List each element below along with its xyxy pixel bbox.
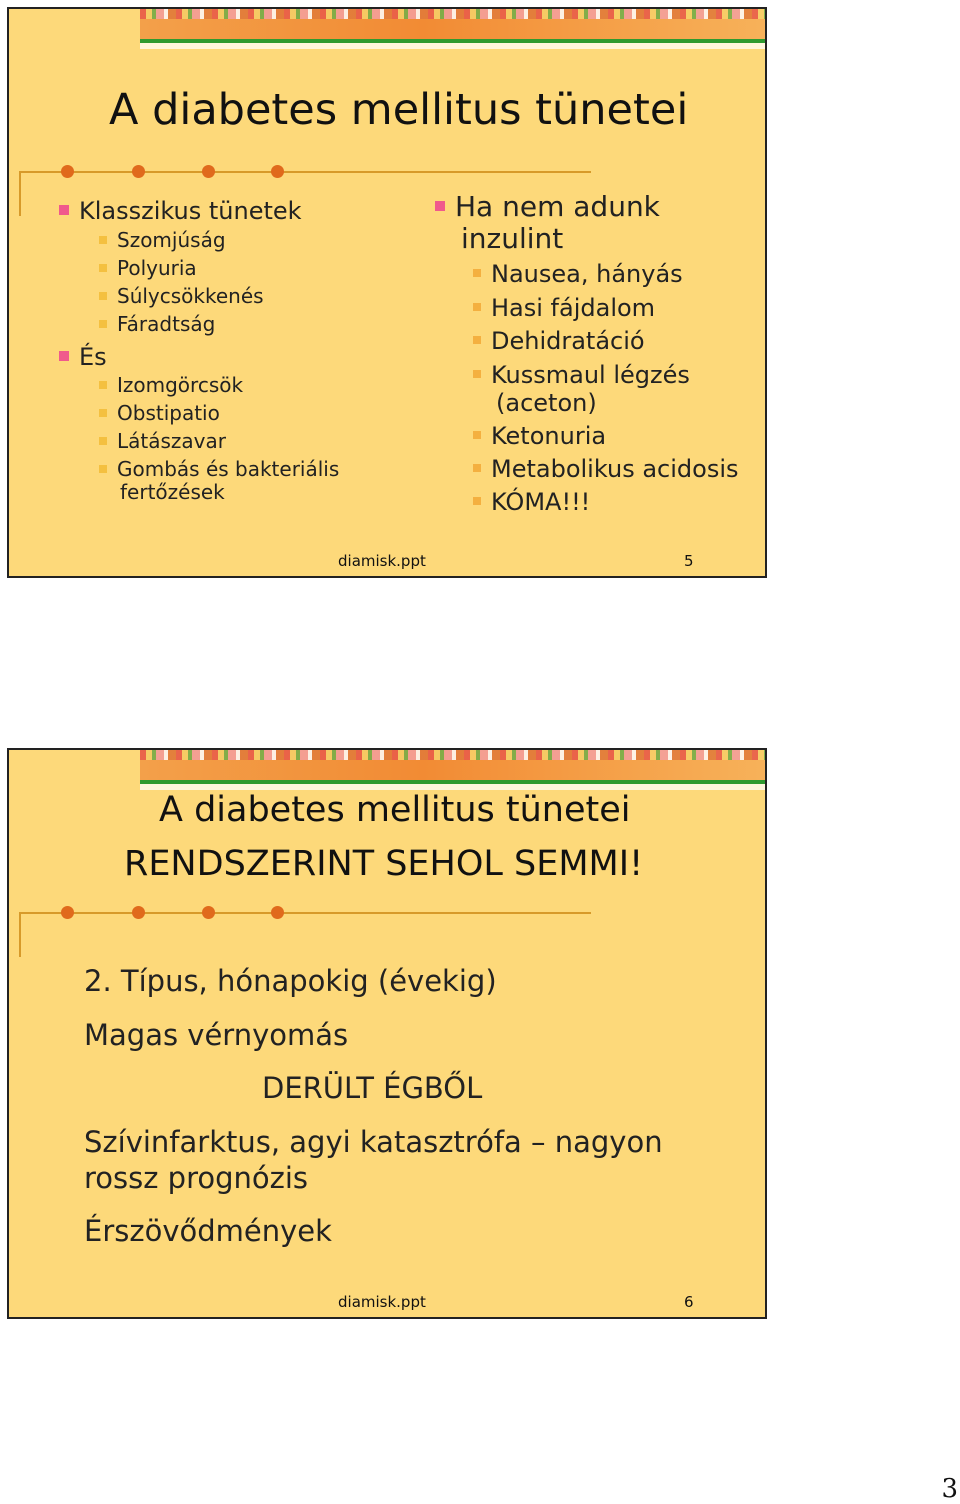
separator-dot xyxy=(202,165,215,178)
bullet-square-icon xyxy=(473,497,481,505)
bullet-square-icon xyxy=(473,269,481,277)
footer-slide-number: 6 xyxy=(684,1293,694,1311)
sub-bullet-item: Polyuria xyxy=(99,258,197,278)
separator-dot xyxy=(271,906,284,919)
sub-bullet-item: Dehidratáció xyxy=(473,329,645,353)
bullet-square-icon xyxy=(59,205,69,215)
bullet-square-icon xyxy=(99,264,107,272)
sub-bullet-item: Súlycsökkenés xyxy=(99,286,264,306)
separator-dot xyxy=(271,165,284,178)
page-number: 3 xyxy=(941,1474,958,1504)
bullet-square-icon xyxy=(99,437,107,445)
bullet-square-icon xyxy=(473,336,481,344)
sub-bullet-item: Nausea, hányás xyxy=(473,262,683,286)
separator-vertical xyxy=(19,171,21,216)
body-line: rossz prognózis xyxy=(84,1161,309,1195)
sub-bullet-item: KÓMA!!! xyxy=(473,490,590,514)
body-line: DERÜLT ÉGBŐL xyxy=(262,1071,483,1105)
bullet-square-icon xyxy=(99,320,107,328)
body-line: Érszövődmények xyxy=(84,1214,332,1248)
slide-6 xyxy=(7,748,767,1319)
slide-subtitle: RENDSZERINT SEHOL SEMMI! xyxy=(124,844,644,884)
separator-dot xyxy=(132,165,145,178)
bullet-continuation: inzulint xyxy=(461,222,564,255)
bullet-square-icon xyxy=(99,409,107,417)
slide-5 xyxy=(7,7,767,578)
sub-bullet-item: Látászavar xyxy=(99,431,226,451)
sub-bullet-item: Izomgörcsök xyxy=(99,375,243,395)
bullet-square-icon xyxy=(473,303,481,311)
sub-bullet-continuation: fertőzések xyxy=(120,480,225,504)
sub-bullet-item: Obstipatio xyxy=(99,403,220,423)
slide-title: A diabetes mellitus tünetei xyxy=(159,790,631,830)
flower-decoration xyxy=(140,750,767,760)
bullet-square-icon xyxy=(473,464,481,472)
bullet-square-icon xyxy=(99,236,107,244)
separator-dot xyxy=(132,906,145,919)
sub-bullet-item: Metabolikus acidosis xyxy=(473,457,739,481)
separator-dot xyxy=(202,906,215,919)
sub-bullet-item: Gombás és bakteriális xyxy=(99,459,339,479)
flower-decoration xyxy=(140,9,767,19)
footer-filename: diamisk.ppt xyxy=(338,1293,426,1311)
sub-bullet-item: Ketonuria xyxy=(473,424,606,448)
bullet-square-icon xyxy=(435,201,445,211)
sub-bullet-item: Fáradtság xyxy=(99,314,215,334)
footer-slide-number: 5 xyxy=(684,552,694,570)
bullet-item: És xyxy=(59,345,107,369)
bullet-square-icon xyxy=(59,351,69,361)
bullet-square-icon xyxy=(99,292,107,300)
body-line: 2. Típus, hónapokig (évekig) xyxy=(84,964,497,998)
bullet-square-icon xyxy=(99,465,107,473)
separator-line xyxy=(19,912,591,914)
sub-bullet-item: Szomjúság xyxy=(99,230,226,250)
body-line: Magas vérnyomás xyxy=(84,1018,349,1052)
body-line: Szívinfarktus, agyi katasztrófa – nagyon xyxy=(84,1125,663,1159)
separator-line xyxy=(19,171,591,173)
slide-header-banner xyxy=(140,750,767,790)
bullet-item: Ha nem adunk xyxy=(435,193,660,221)
banner-highlight xyxy=(140,43,767,49)
bullet-square-icon xyxy=(99,381,107,389)
footer-filename: diamisk.ppt xyxy=(338,552,426,570)
bullet-square-icon xyxy=(473,370,481,378)
slide-title: A diabetes mellitus tünetei xyxy=(109,85,689,135)
bullet-item: Klasszikus tünetek xyxy=(59,199,302,223)
sub-bullet-item: Hasi fájdalom xyxy=(473,296,655,320)
slide-header-banner xyxy=(140,9,767,49)
sub-bullet-continuation: (aceton) xyxy=(496,389,597,417)
separator-dot xyxy=(61,906,74,919)
bullet-square-icon xyxy=(473,431,481,439)
separator-vertical xyxy=(19,912,21,957)
separator-dot xyxy=(61,165,74,178)
sub-bullet-item: Kussmaul légzés xyxy=(473,363,690,387)
